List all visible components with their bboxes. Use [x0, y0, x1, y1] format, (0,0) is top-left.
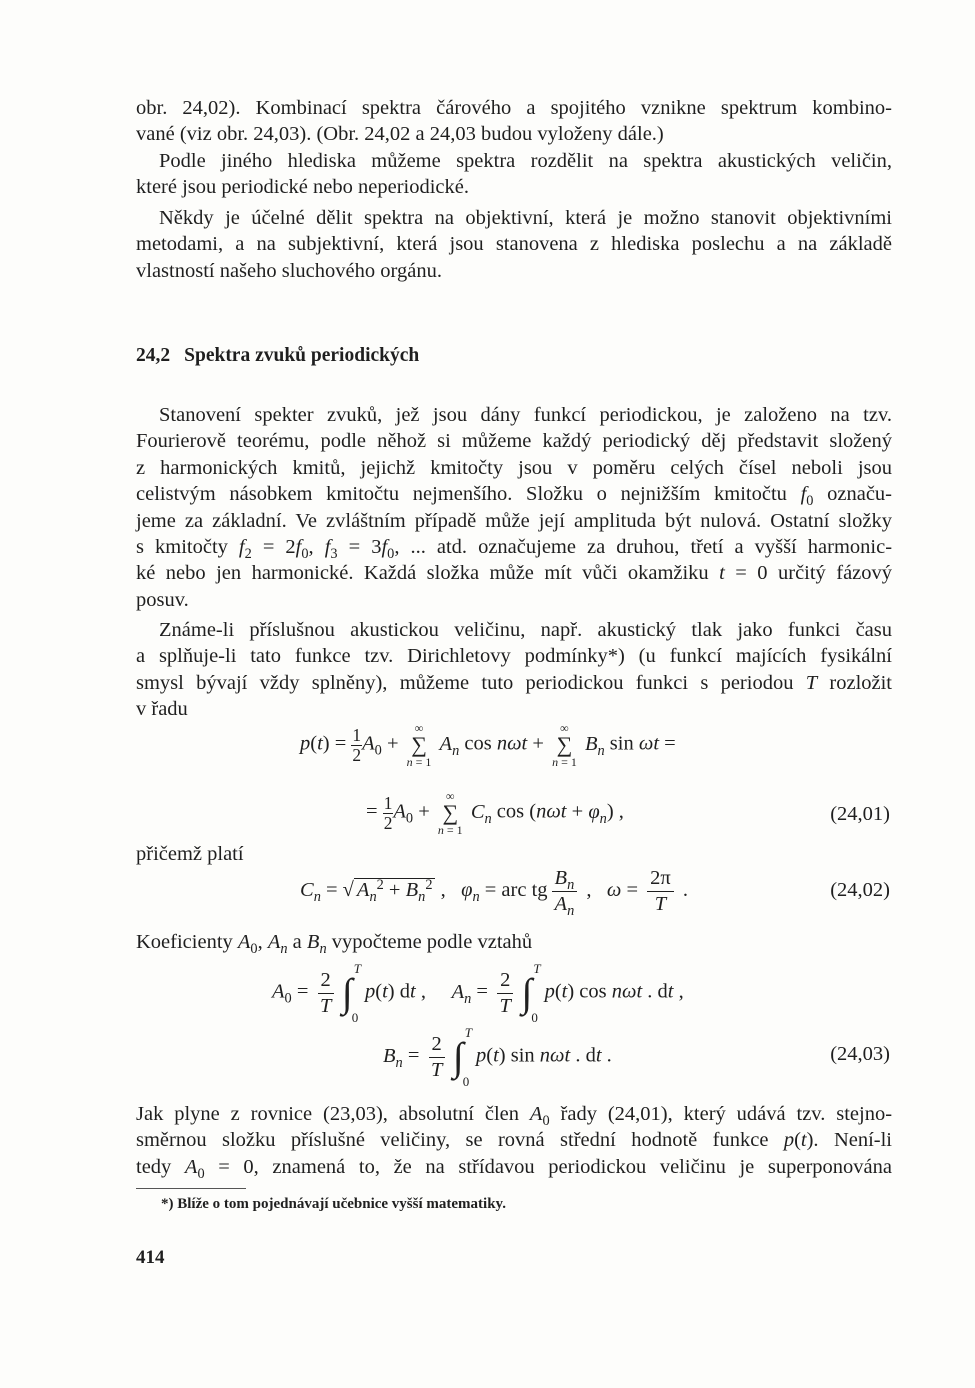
paragraph-fourier — [136, 402, 892, 613]
text-line: metodami, a na subjektivní, která jsou stanovena z hlediska poslechu a na základě — [136, 233, 892, 256]
text-line: vané (viz obr. 24,03). (Obr. 24,02 a 24,03 budou vyloženy dále.) — [136, 123, 664, 146]
text-line: Fourierově teorému, podle něhož si můžeme každý periodický děj představit složený — [136, 430, 892, 453]
text-line: posuv. — [136, 588, 189, 611]
text-line: z harmonických kmitů, jejichž kmitočty jsou v poměru celých čísel neboli jsou — [136, 456, 892, 479]
page-number: 414 — [136, 1247, 165, 1268]
paragraph-objective-subjective — [136, 205, 892, 284]
text-pricemz: přičemž platí — [136, 843, 244, 865]
equation-fourier-series-cos: = $\frac{1}{2}$ $A_0$ + ∞ ∑ n = 1 $C_n$ $\cos (n\omega t + \varphi_n)$ , — [366, 789, 624, 837]
section-number: 24,2 — [136, 345, 171, 366]
equation-number: (24,02) — [830, 879, 890, 901]
text-line: v řadu — [136, 698, 188, 721]
text-line: které jsou periodické nebo neperiodické. — [136, 176, 469, 199]
text-line: ké nebo jen harmonické. Každá složka může mít vůči okamžiku t = 0 určitý fázový — [136, 562, 893, 585]
footnote-rule — [136, 1188, 246, 1189]
paragraph-dc-component — [136, 1101, 892, 1180]
text-line: obr. 24,02). Kombinací spektra čárového a spojitého vznikne spektrum kombino- — [136, 97, 892, 119]
text-line: směrnou složku příslušné veličiny, se rovná střední hodnotě funkce p(t). Není-li — [136, 1129, 893, 1152]
text-line: Jak plyne z rovnice (23,03), absolutní člen $A_0$ řady (24,01), který udává tzv. stejno- — [136, 1103, 893, 1130]
text-line: Stanovení spekter zvuků, jež jsou dány funkcí periodickou, je založeno na tzv. — [159, 404, 892, 426]
text-line: tedy $A_0 = 0$, znamená to, že na střídavou periodickou veličinu je superponována — [136, 1155, 892, 1182]
paragraph-intro — [136, 95, 892, 148]
equation-coefficients-a: $A_0$ = $\frac{2}{T}$ T ∫ 0 p(t) dt , $A_n$ = $\frac{2}{T}$ T ∫ 0 p(t) cos nωt . dt , — [272, 961, 684, 1025]
paragraph-spectra-types — [136, 148, 892, 201]
text-line: s kmitočty $f_2 = 2f_0$, $f_3 = 3f_0$, ... atd. označujeme za druhou, třetí a vyšší harmonic- — [136, 536, 893, 563]
equation-number: (24,01) — [830, 803, 890, 825]
text-line: vlastností našeho sluchového orgánu. — [136, 259, 442, 282]
footnote: *) Blíže o tom pojednávají učebnice vyšší matematiky. — [161, 1196, 506, 1212]
section-heading — [136, 345, 419, 367]
text-line: smysl bývají vždy splněny), můžeme tuto periodickou funkci s periodou T rozložit — [136, 671, 893, 694]
text-line: celistvým násobkem kmitočtu nejmenšího. Složku o nejnižším kmitočtu $f_0$ označu- — [136, 483, 893, 510]
text-line: jeme za základní. Ve zvláštním případě může její amplituda být nulová. Ostatní složky — [136, 509, 892, 532]
text-line: Podle jiného hlediska můžeme spektra rozdělit na spektra akustických veličin, — [159, 150, 892, 172]
text-koeficienty: Koeficienty $A_0$, $A_n$ a $B_n$ vypočteme podle vztahů — [136, 931, 533, 958]
equation-amplitude-phase: $C_n$ = √ $A_n^2 + B_n^2$ , $\varphi_n$ = arc tg $\frac{B_n}{A_n}$ , ω = $\frac{2\pi}{T}$ . — [300, 867, 689, 919]
paragraph-dirichlet — [136, 617, 892, 723]
equation-number: (24,03) — [830, 1043, 890, 1065]
text-line: a splňuje-li tato funkce tzv. Dirichletovy podmínky*) (u funkcí majících fysikální — [136, 645, 892, 668]
section-title: Spektra zvuků periodických — [184, 345, 420, 366]
equation-fourier-series: p(t) = $\frac{1}{2}$ $A_0$ + ∞ ∑ n = 1 $A_n$ cos nωt + ∞ ∑ n = 1 $B_n$ sin ωt = — [300, 721, 676, 769]
equation-coefficients-b: $B_n$ = $\frac{2}{T}$ T ∫ 0 p(t) sin nωt . dt . — [383, 1025, 612, 1089]
text-line: Známe-li příslušnou akustickou veličinu, např. akustický tlak jako funkci času — [159, 619, 892, 641]
text-line: Někdy je účelné dělit spektra na objektivní, která je možno stanovit objektivními — [159, 207, 892, 229]
